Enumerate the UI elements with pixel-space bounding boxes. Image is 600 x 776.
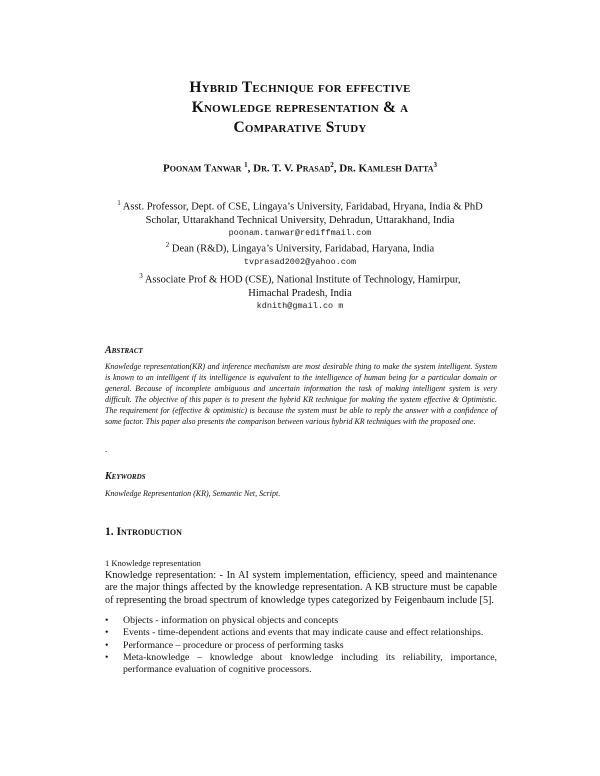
- list-item-text: Performance – procedure or process of performing tasks: [123, 639, 344, 651]
- paper-title: [0, 78, 600, 138]
- affiliation-1-email: poonam.tanwar@rediffmail.com: [228, 227, 372, 238]
- title-line-2: Knowledge representation & a: [191, 99, 409, 116]
- affiliation-2-email: tvprasad2002@yahoo.com: [243, 256, 357, 267]
- keywords-text: Knowledge Representation (KR), Semantic Net, Script.: [105, 489, 281, 498]
- affiliation-3: [0, 270, 600, 312]
- stray-dot: .: [105, 444, 108, 454]
- title-line-3: Comparative Study: [233, 119, 367, 136]
- author-list: [0, 161, 600, 175]
- introduction-paragraph: Knowledge representation: - In AI system implementation, efficiency, speed and maintenance are the major things affected by the knowledge representation. A KB structure must be capable of representing the broad spectrum of knowledge types categorized by Feigenbaum include [5].: [105, 570, 497, 606]
- list-item-text: Meta-knowledge – knowledge about knowledge including its reliability, importance, performance evaluation of cognitive processors.: [123, 651, 497, 676]
- author-2-name: , Dr. T. V. Prasad: [247, 162, 331, 175]
- knowledge-types-list: [105, 615, 497, 676]
- affiliation-1-sup: 1: [117, 199, 121, 207]
- bullet-icon: •: [105, 651, 109, 663]
- list-item-text: Objects - information on physical objects and concepts: [123, 615, 339, 626]
- abstract-text: Knowledge representation(KR) and inference mechanism are most desirable thing to make the system intelligent. System is known to an intelligent if its intelligence is equivalent to the intelligence of human being for a particular domain or general. Because of incomplete ambiguous and uncertain information the task of making intelligent system is very difficult. The objective of this paper is to present the hybrid KR technique for making the system effective & Optimistic. The requirement for (effective & optimistic) is because the system must be able to reply the answer with a confidence of some factor. This paper also presents the comparison between various hybrid KR techniques with the proposed one.: [105, 362, 497, 426]
- bullet-icon: •: [105, 639, 109, 651]
- list-item: [105, 627, 497, 639]
- affiliation-2-line-1: Dean (R&D), Lingaya’s University, Faridabad, Haryana, India: [171, 243, 435, 255]
- affiliation-2: [0, 239, 600, 268]
- author-1-sup: 1: [244, 161, 248, 169]
- list-item: [105, 615, 497, 627]
- affiliation-1-line-1: Asst. Professor, Dept. of CSE, Lingaya’s University, Faridabad, Hryana, India & PhD: [122, 201, 483, 213]
- author-3-name: , Dr. Kamlesh Datta: [333, 162, 434, 175]
- author-3-sup: 3: [433, 161, 437, 169]
- title-line-1: Hybrid Technique for effective: [189, 79, 411, 96]
- bullet-icon: •: [105, 627, 109, 639]
- bullet-icon: •: [105, 615, 109, 626]
- keywords-heading: Keywords: [105, 471, 146, 482]
- author-2-sup: 2: [330, 161, 334, 169]
- affiliation-3-email: kdnith@gmail.co m: [256, 300, 344, 311]
- affiliation-1: [0, 197, 600, 239]
- affiliation-1-line-2: Scholar, Uttarakhand Technical University, Dehradun, Uttarakhand, India: [145, 214, 455, 226]
- list-item: [105, 652, 497, 677]
- author-1-name: Poonam Tanwar: [163, 162, 242, 175]
- list-item: [105, 640, 497, 652]
- affiliation-3-line-2: Himachal Pradesh, India: [248, 287, 352, 299]
- affiliation-3-line-1: Associate Prof & HOD (CSE), National Institute of Technology, Hamirpur,: [144, 274, 461, 286]
- affiliation-2-sup: 2: [165, 241, 170, 249]
- list-item-text: Events - time-dependent actions and events that may indicate cause and effect relationships.: [123, 627, 484, 639]
- affiliation-3-sup: 3: [139, 272, 143, 280]
- abstract-heading: Abstract: [105, 345, 143, 356]
- introduction-subheading: 1 Knowledge representation: [105, 558, 201, 568]
- introduction-heading: 1. Introduction: [105, 526, 182, 538]
